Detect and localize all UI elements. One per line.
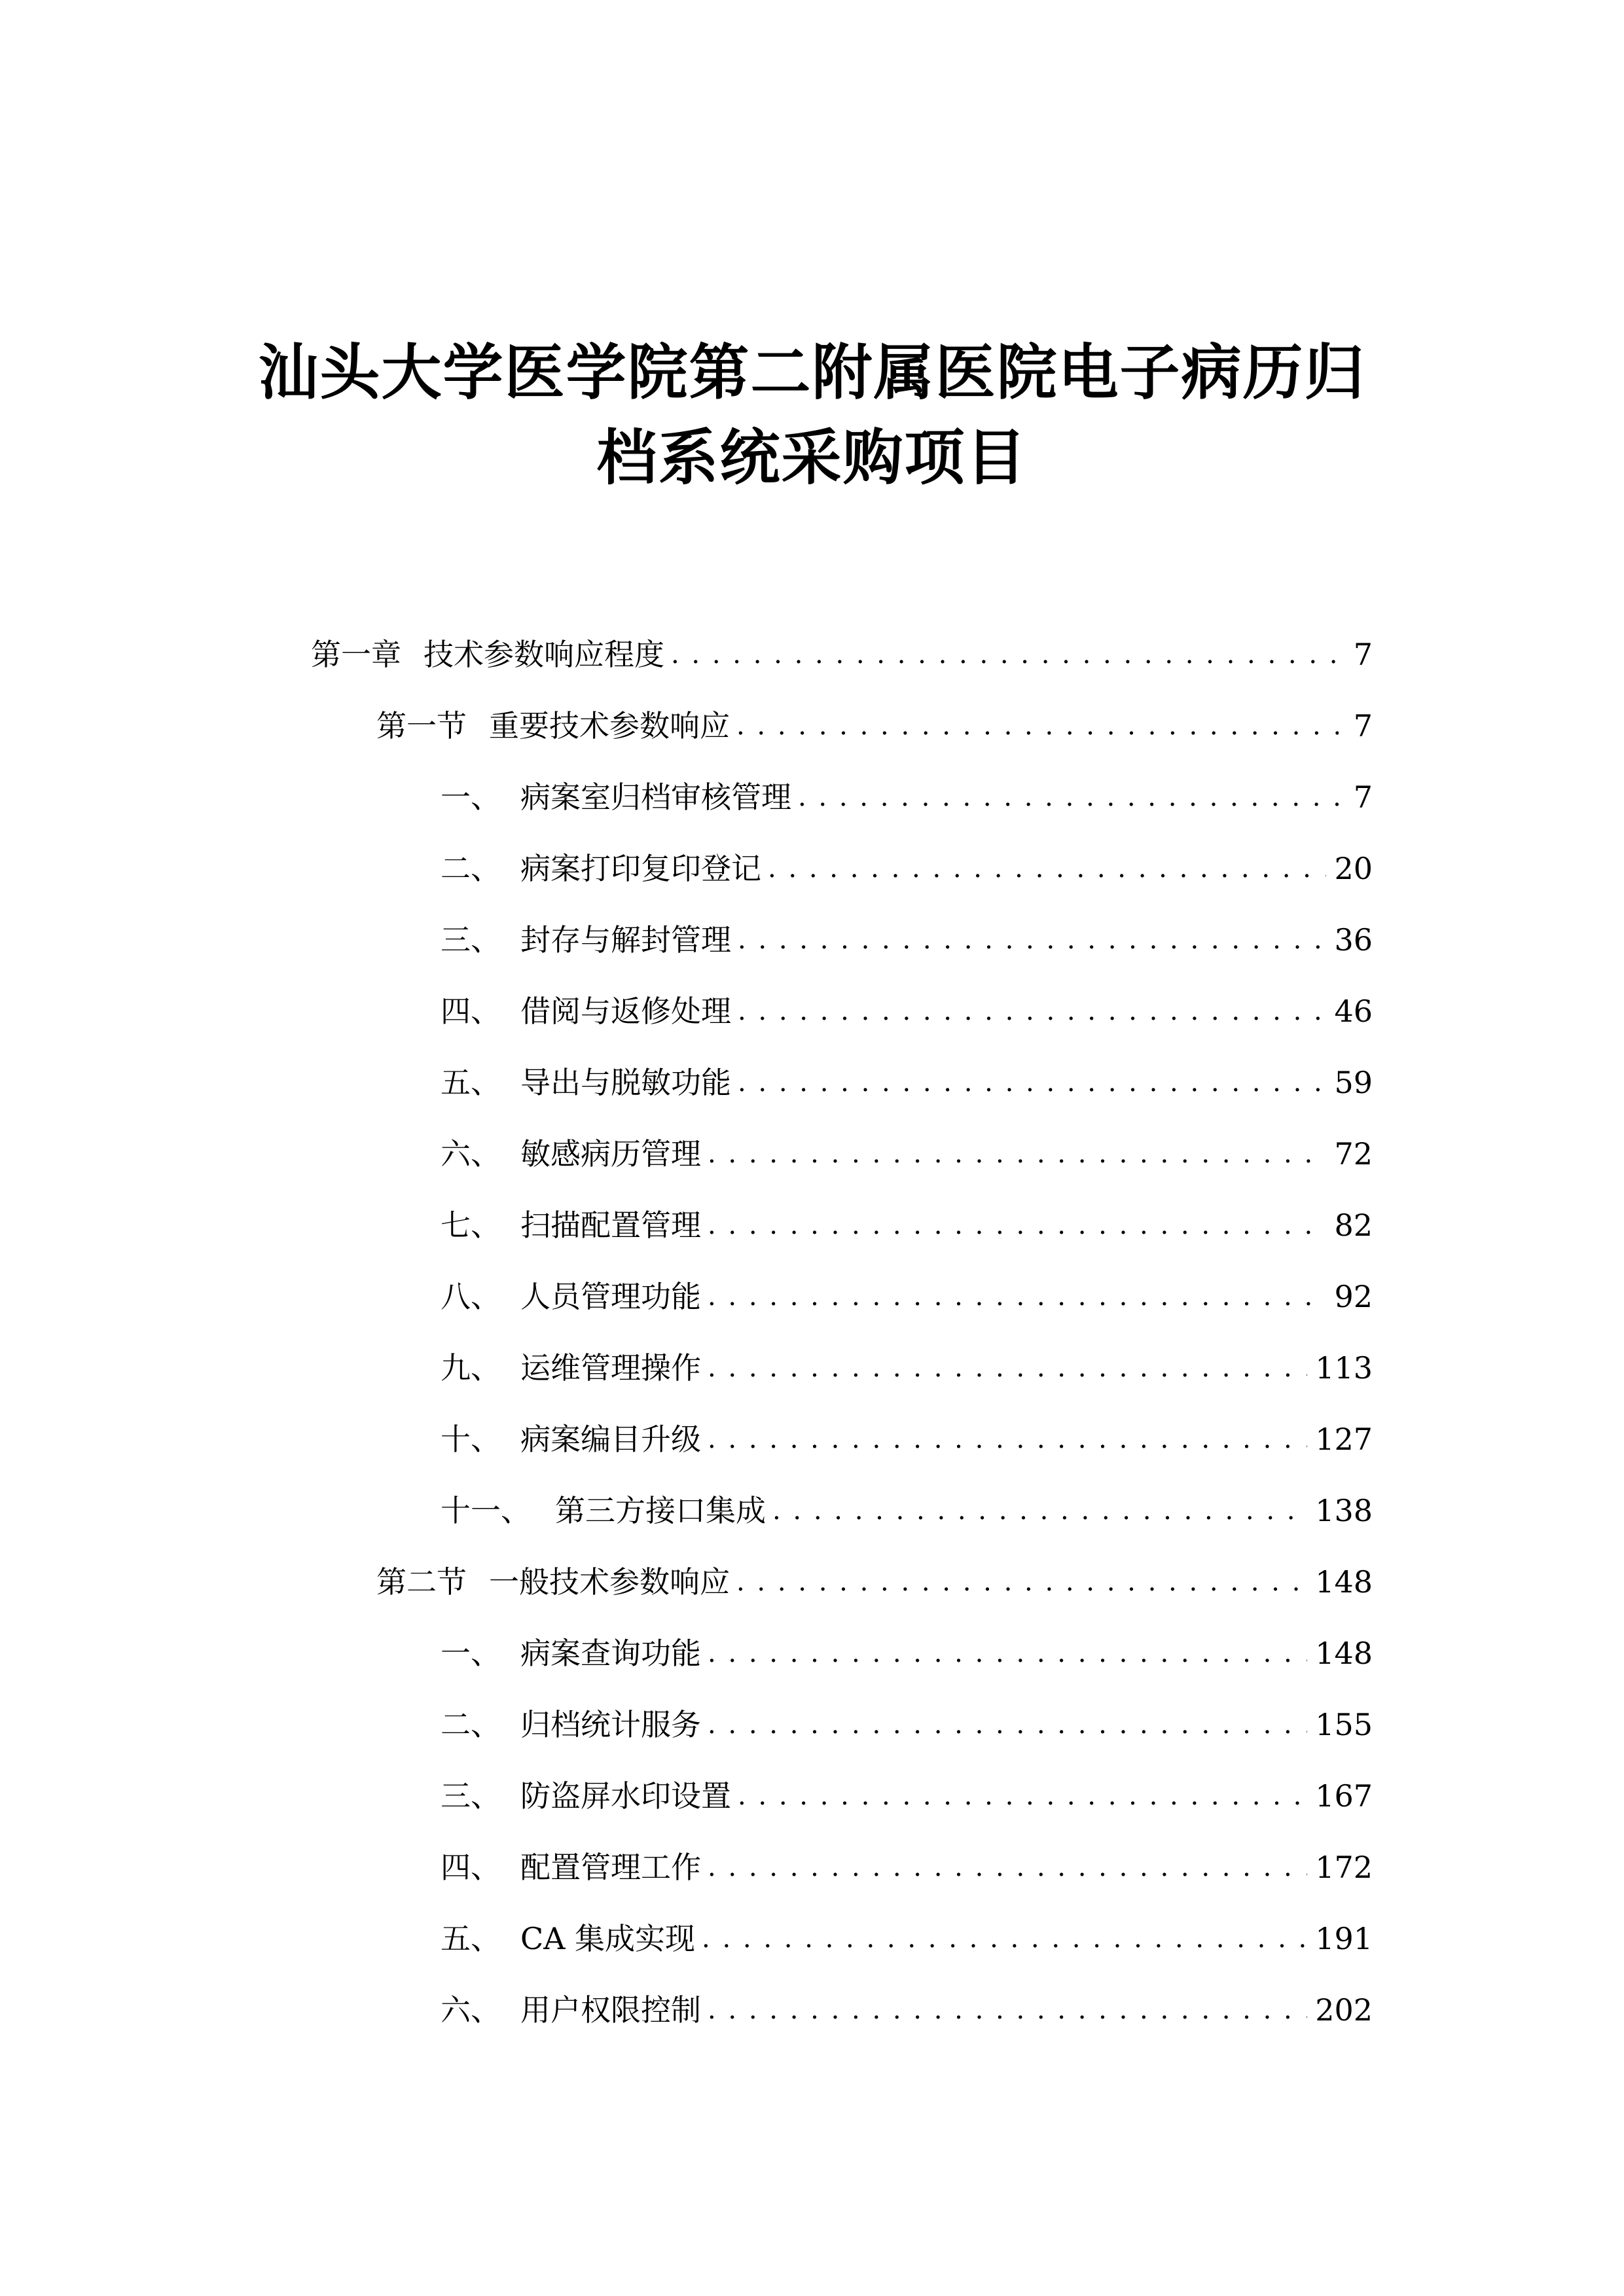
toc-dot-leader bbox=[702, 1919, 1307, 1958]
toc-entry-label: 配置管理工作 bbox=[520, 1850, 701, 1885]
toc-entry-number: 三、 bbox=[441, 922, 501, 958]
toc-entry-number: 六、 bbox=[441, 1992, 501, 2028]
toc-dot-leader bbox=[738, 992, 1326, 1031]
toc-entry-label: 运维管理操作 bbox=[520, 1350, 701, 1386]
toc-entry-page: 191 bbox=[1315, 1921, 1373, 1956]
toc-entry-label: 封存与解封管理 bbox=[520, 922, 731, 958]
toc-entry[interactable] bbox=[441, 1912, 1373, 1958]
toc-entry-page: 113 bbox=[1315, 1350, 1373, 1386]
toc-entry-number: 五、 bbox=[441, 1065, 501, 1100]
toc-entry-number: 二、 bbox=[441, 851, 501, 886]
toc-entry-label: 扫描配置管理 bbox=[520, 1208, 701, 1243]
toc-entry-page: 92 bbox=[1334, 1279, 1373, 1314]
toc-entry-label: CA 集成实现 bbox=[520, 1921, 696, 1956]
toc-entry[interactable] bbox=[441, 1342, 1373, 1388]
toc-entry-number: 五、 bbox=[441, 1921, 501, 1956]
toc-entry-number: 六、 bbox=[441, 1136, 501, 1172]
toc-entry-label: 病案编目升级 bbox=[520, 1422, 701, 1457]
toc-entry-label: 人员管理功能 bbox=[520, 1279, 701, 1314]
toc-entry-number: 十、 bbox=[441, 1422, 501, 1457]
toc-entry-label: 归档统计服务 bbox=[520, 1707, 701, 1742]
toc-entry-page: 155 bbox=[1315, 1707, 1373, 1742]
toc-entry-number: 一、 bbox=[441, 780, 501, 815]
toc-entry-label: 导出与脱敏功能 bbox=[520, 1065, 731, 1100]
toc-entry[interactable] bbox=[441, 985, 1373, 1031]
toc-dot-leader bbox=[708, 1990, 1307, 2030]
toc-entry-label: 一般技术参数响应 bbox=[489, 1564, 730, 1600]
toc-entry-label: 病案室归档审核管理 bbox=[520, 780, 791, 815]
toc-entry[interactable] bbox=[441, 842, 1373, 888]
toc-entry-label: 第三方接口集成 bbox=[555, 1493, 766, 1528]
toc-entry[interactable] bbox=[441, 1841, 1373, 1887]
toc-entry-number: 八、 bbox=[441, 1279, 501, 1314]
document-title-line-1: 汕头大学医学院第二附属医院电子病历归 bbox=[258, 338, 1366, 408]
toc-entry[interactable] bbox=[441, 914, 1373, 960]
toc-entry[interactable] bbox=[441, 1627, 1373, 1673]
toc-entry[interactable] bbox=[441, 1128, 1373, 1174]
toc-entry[interactable] bbox=[376, 700, 1373, 745]
toc-entry-label: 病案查询功能 bbox=[520, 1636, 701, 1671]
toc-entry-page: 82 bbox=[1334, 1208, 1373, 1243]
toc-entry-label: 技术参数响应程度 bbox=[424, 637, 664, 672]
toc-entry-label: 借阅与返修处理 bbox=[520, 994, 731, 1029]
toc-entry[interactable] bbox=[441, 1770, 1373, 1816]
toc-entry-page: 148 bbox=[1315, 1636, 1373, 1671]
toc-entry-number: 四、 bbox=[441, 1850, 501, 1885]
toc-entry-page: 20 bbox=[1334, 851, 1373, 886]
toc-dot-leader bbox=[671, 635, 1339, 674]
toc-dot-leader bbox=[738, 1063, 1326, 1102]
toc-dot-leader bbox=[736, 706, 1339, 745]
toc-entry-label: 敏感病历管理 bbox=[520, 1136, 701, 1172]
toc-dot-leader bbox=[708, 1420, 1307, 1459]
toc-entry-label: 重要技术参数响应 bbox=[489, 708, 730, 744]
toc-entry-number: 十一、 bbox=[441, 1493, 531, 1528]
toc-entry[interactable] bbox=[441, 1698, 1373, 1744]
toc-entry-number: 四、 bbox=[441, 994, 501, 1029]
toc-entry-number: 第一章 bbox=[311, 637, 401, 672]
toc-entry-label: 病案打印复印登记 bbox=[520, 851, 761, 886]
toc-entry[interactable] bbox=[441, 1270, 1373, 1316]
toc-entry-number: 三、 bbox=[441, 1778, 501, 1814]
toc-entry-page: 148 bbox=[1315, 1564, 1373, 1600]
toc-entry-number: 第二节 bbox=[376, 1564, 467, 1600]
toc-entry-page: 7 bbox=[1353, 780, 1373, 815]
toc-entry-number: 七、 bbox=[441, 1208, 501, 1243]
toc-dot-leader bbox=[738, 1776, 1307, 1816]
toc-entry-label: 防盗屏水印设置 bbox=[520, 1778, 731, 1814]
toc-entry-page: 202 bbox=[1315, 1992, 1373, 2028]
toc-entry[interactable] bbox=[441, 1199, 1373, 1245]
toc-dot-leader bbox=[708, 1206, 1326, 1245]
toc-entry[interactable] bbox=[441, 771, 1373, 817]
document-title-line-2: 档系统采购项目 bbox=[596, 423, 1028, 493]
toc-entry-number: 第一节 bbox=[376, 708, 467, 744]
toc-entry[interactable] bbox=[376, 1556, 1373, 1602]
toc-entry-label: 用户权限控制 bbox=[520, 1992, 701, 2028]
toc-dot-leader bbox=[708, 1634, 1307, 1673]
toc-entry-number: 九、 bbox=[441, 1350, 501, 1386]
toc-dot-leader bbox=[708, 1705, 1307, 1744]
toc-entry[interactable] bbox=[311, 628, 1373, 674]
toc-entry[interactable] bbox=[441, 1413, 1373, 1459]
toc-dot-leader bbox=[708, 1134, 1326, 1174]
toc-dot-leader bbox=[708, 1348, 1307, 1388]
toc-entry-page: 167 bbox=[1315, 1778, 1373, 1814]
toc-dot-leader bbox=[768, 849, 1326, 888]
toc-entry-number: 一、 bbox=[441, 1636, 501, 1671]
toc-entry[interactable] bbox=[441, 1984, 1373, 2030]
toc-entry[interactable] bbox=[441, 1484, 1373, 1530]
toc-entry-page: 72 bbox=[1334, 1136, 1373, 1172]
toc-entry-page: 36 bbox=[1334, 922, 1373, 958]
toc-entry-page: 127 bbox=[1315, 1422, 1373, 1457]
toc-entry-page: 138 bbox=[1315, 1493, 1373, 1528]
toc-entry-page: 59 bbox=[1334, 1065, 1373, 1100]
toc-entry-page: 172 bbox=[1315, 1850, 1373, 1885]
toc-dot-leader bbox=[708, 1277, 1326, 1316]
toc-entry-page: 46 bbox=[1334, 994, 1373, 1029]
toc-dot-leader bbox=[798, 778, 1339, 817]
toc-entry[interactable] bbox=[441, 1056, 1373, 1102]
toc-dot-leader bbox=[708, 1848, 1307, 1887]
toc-dot-leader bbox=[772, 1491, 1307, 1530]
toc-dot-leader bbox=[738, 920, 1326, 960]
toc-entry-page: 7 bbox=[1353, 637, 1373, 672]
toc-dot-leader bbox=[736, 1562, 1307, 1602]
toc-entry-page: 7 bbox=[1353, 708, 1373, 744]
toc-entry-number: 二、 bbox=[441, 1707, 501, 1742]
